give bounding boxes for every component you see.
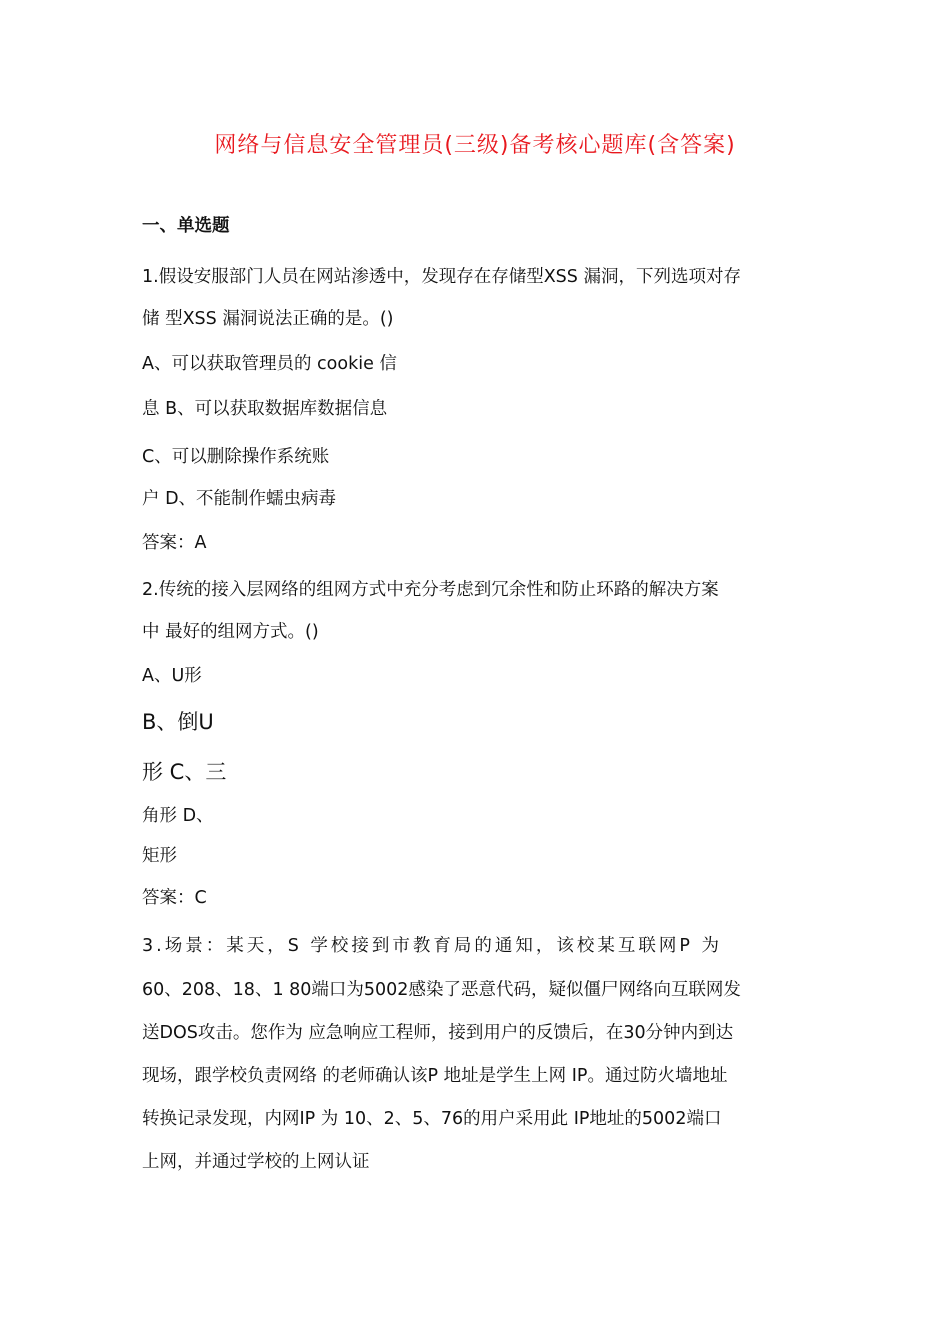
q1-option-line-3: C、可以删除操作系统账 (142, 447, 330, 467)
q2-option-line-4: 角形 D、 (142, 806, 214, 826)
q2-option-line-1: A、U形 (142, 666, 202, 686)
q2-stem-line-2: 中 最好的组网方式。() (142, 622, 319, 642)
q1-answer: 答案：A (142, 533, 207, 553)
q1-option-line-1: A、可以获取管理员的 cookie 信 (142, 354, 397, 374)
q2-stem-line-1: 2.传统的接入层网络的组网方式中充分考虑到冗余性和防止环路的解决方案 (142, 580, 719, 600)
q2-answer: 答案：C (142, 888, 207, 908)
q2-option-line-2: B、倒U (142, 710, 214, 734)
document-title: 网络与信息安全管理员(三级)备考核心题库(含答案) (214, 133, 736, 158)
q2-option-line-3: 形 C、三 (142, 760, 227, 784)
q3-stem-line-6: 上网，并通过学校的上网认证 (142, 1152, 370, 1172)
q2-option-line-5: 矩形 (142, 846, 177, 866)
q3-stem-line-2: 60、208、18、1 80端口为5002感染了恶意代码，疑似僵尸网络向互联网发 (142, 980, 741, 1000)
q3-stem-line-4: 现场，跟学校负责网络 的老师确认该P 地址是学生上网 IP。通过防火墙地址 (142, 1066, 728, 1086)
q3-stem-line-3: 送DOS攻击。您作为 应急响应工程师，接到用户的反馈后，在30分钟内到达 (142, 1023, 734, 1043)
section-heading: 一、单选题 (142, 216, 230, 236)
q1-stem-line-2: 储 型XSS 漏洞说法正确的是。() (142, 309, 394, 329)
q1-option-line-4: 户 D、不能制作蠕虫病毒 (142, 489, 337, 509)
q3-stem-line-1: 3.场景：某天，S 学校接到市教育局的通知，该校某互联网P 为 (142, 936, 722, 956)
q3-stem-line-5: 转换记录发现，内网IP 为 10、2、5、76的用户采用此 IP地址的5002端口 (142, 1109, 722, 1129)
q1-option-line-2: 息 B、可以获取数据库数据信息 (142, 399, 388, 419)
q1-stem-line-1: 1.假设安服部门人员在网站渗透中，发现存在存储型XSS 漏洞，下列选项对存 (142, 267, 741, 287)
